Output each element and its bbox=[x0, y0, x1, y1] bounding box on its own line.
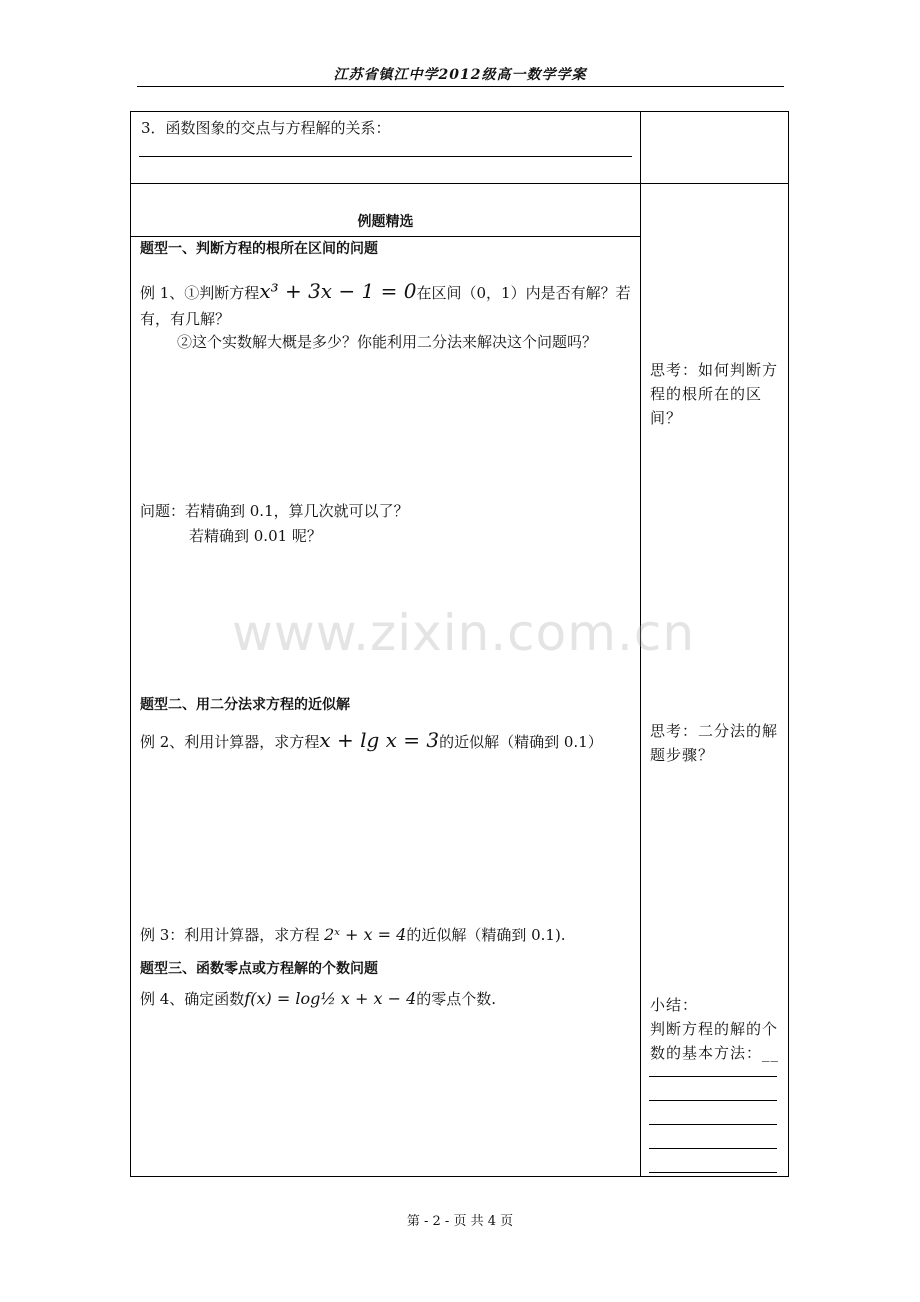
example3-line bbox=[140, 923, 566, 947]
example1-line1 bbox=[140, 276, 631, 308]
example2-line bbox=[140, 725, 603, 757]
example3-suffix: 的近似解（精确到 0.1). bbox=[406, 926, 566, 944]
example4-prefix: 例 4、确定函数 bbox=[140, 990, 245, 1008]
example4-equation: f(x) = log½ x + x − 4 bbox=[244, 989, 417, 1008]
example1-line3: ②这个实数解大概是多少？你能利用二分法来解决这个问题吗？ bbox=[177, 333, 598, 351]
type1-side-note: 思考：如何判断方程的根所在的区间？ bbox=[650, 361, 779, 427]
summary-blank-line bbox=[649, 1100, 777, 1101]
example2-prefix: 例 2、利用计算器，求方程 bbox=[140, 733, 320, 751]
question-line1: 问题：若精确到 0.1，算几次就可以了？ bbox=[140, 502, 409, 520]
summary-title: 小结： bbox=[650, 996, 699, 1014]
summary-blank-line bbox=[649, 1124, 777, 1125]
row-divider bbox=[131, 183, 788, 184]
example2-suffix: 的近似解（精确到 0.1） bbox=[439, 733, 603, 751]
header-rule bbox=[137, 86, 784, 87]
example4-line bbox=[140, 987, 496, 1011]
page-footer: 第 - 2 - 页 共 4 页 bbox=[406, 1214, 514, 1229]
example1-line2: 有，有几解？ bbox=[140, 310, 231, 328]
example2-equation: x + lg x = 3 bbox=[319, 728, 440, 752]
type3-title: 题型三、函数零点或方程解的个数问题 bbox=[140, 961, 378, 977]
header-title: 江苏省镇江中学2012级高一数学学案 bbox=[333, 67, 587, 83]
examples-heading: 例题精选 bbox=[357, 214, 414, 230]
type2-side-note: 思考：二分法的解题步骤？ bbox=[650, 722, 779, 764]
type1-title: 题型一、判断方程的根所在区间的问题 bbox=[140, 241, 378, 257]
summary-text: 判断方程的解的个数的基本方法：__ bbox=[650, 1020, 780, 1062]
summary-blank-line bbox=[649, 1172, 777, 1173]
example1-equation: x³ + 3x − 1 = 0 bbox=[259, 279, 417, 303]
example4-suffix: 的零点个数. bbox=[416, 990, 497, 1008]
section3-text: 3．函数图象的交点与方程解的关系： bbox=[141, 119, 391, 137]
example1-suffix: 在区间（0，1）内是否有解？若 bbox=[416, 284, 631, 302]
type2-title: 题型二、用二分法求方程的近似解 bbox=[140, 697, 350, 713]
question-line2: 若精确到 0.01 呢？ bbox=[189, 527, 322, 545]
example3-equation: 2ˣ + x = 4 bbox=[324, 925, 407, 944]
example1-prefix: 例 1、①判断方程 bbox=[140, 284, 260, 302]
summary-blank-line bbox=[649, 1148, 777, 1149]
summary-blank-line bbox=[649, 1076, 777, 1077]
example3-prefix: 例 3：利用计算器，求方程 bbox=[140, 926, 320, 944]
watermark: www.zixin.com.cn bbox=[232, 604, 696, 662]
answer-line bbox=[139, 156, 632, 157]
